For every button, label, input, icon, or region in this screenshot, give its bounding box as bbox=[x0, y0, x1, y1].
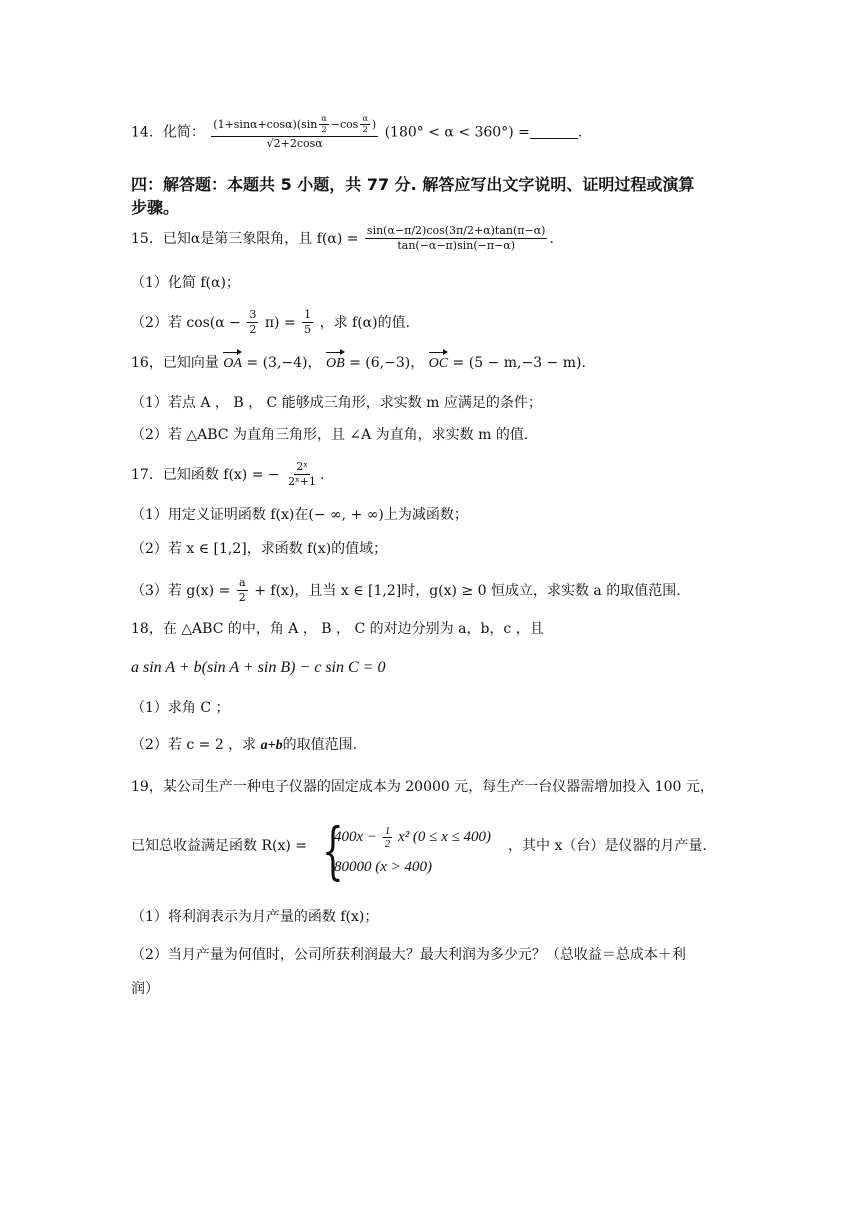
q19-case2: 80000 (x > 400) bbox=[334, 859, 433, 875]
q16-part2: （2）若 △ABC 为直角三角形，且 ∠A 为直角，求实数 m 的值. bbox=[131, 427, 529, 443]
q18-part1: （1）求角 C ； bbox=[131, 700, 230, 716]
left-brace-icon: { bbox=[322, 814, 344, 887]
q15-part2: （2）若 cos(α − $\frac{3}{2}$ π) = $\frac{1}{5}$ ，求 f(α)的值. bbox=[131, 308, 411, 337]
q19-line2-suffix: ，其中 x（台）是仪器的月产量. bbox=[508, 838, 707, 854]
q14-line: 14．化简： (1+sinα+cosα)(sin $\frac{\alpha}{2}$ −cos $\frac{\alpha}{2}$ ) √2+2cosα (180° < α < 360°) = . bbox=[131, 114, 583, 150]
q19-part2-line2: 润） bbox=[131, 981, 159, 997]
q14-denominator: √2+2cosα bbox=[266, 136, 323, 150]
q17-fraction: $\frac{\text{2ˣ}}{\text{2ˣ+1}}$ bbox=[288, 460, 316, 489]
q16-stem: 16，已知向量 OA = (3,−4)， OB = (6,−3)， OC = (5 − m,−3 − m). bbox=[131, 354, 586, 373]
vector-ob: OB bbox=[326, 355, 345, 373]
q18-stem: 18，在 △ABC 的中，角 A ， B ， C 的对边分别为 a，b，c ，且 bbox=[131, 621, 544, 637]
section-4-heading-line2: 步骤。 bbox=[131, 198, 180, 217]
q19-case1: 400x − $\frac{1}{2}$ x² (0 ≤ x ≤ 400) bbox=[334, 825, 492, 850]
q18-equation: a sin A + b(sin A + sin B) − c sin C = 0 bbox=[131, 659, 386, 676]
q17-part2: （2）若 x ∈ [1,2]，求函数 f(x)的值域； bbox=[131, 541, 388, 557]
vector-oa: OA bbox=[223, 355, 242, 373]
vector-oc: OC bbox=[429, 355, 448, 373]
q17-part3: （3）若 g(x) = $\frac{a}{2}$ + f(x)，且当 x ∈ [1,2]时，g(x) ≥ 0 恒成立，求实数 a 的取值范围. bbox=[131, 576, 681, 605]
q15-fraction: $\frac{\sin(\alpha-\pi/2)\cos(3\pi/2+\alpha)\tan(\pi-\alpha)}{\tan(-\alpha-\pi)\sin(-\pi-\alpha)}$ bbox=[366, 224, 546, 253]
q17-stem: 17．已知函数 f(x) = − $\frac{\text{2ˣ}}{\text{2ˣ+1}}$ . bbox=[131, 460, 325, 489]
q14-answer-blank[interactable] bbox=[530, 126, 578, 139]
q14-numerator: (1+sinα+cosα)(sin $\frac{\alpha}{2}$ −cos $\frac{\alpha}{2}$ ) bbox=[211, 114, 378, 137]
q14-condition: (180° < α < 360°) = bbox=[384, 124, 530, 141]
q14-fraction bbox=[211, 114, 378, 151]
q17-part1: （1）用定义证明函数 f(x)在(− ∞, + ∞)上为减函数； bbox=[131, 507, 468, 523]
q15-part1: （1）化简 f(α)； bbox=[131, 275, 240, 291]
q19-line2-prefix: 已知总收益满足函数 R(x) = bbox=[131, 838, 307, 854]
section-4-heading-line1: 四：解答题：本题共 5 小题，共 77 分. 解答应写出文字说明、证明过程或演算 bbox=[131, 175, 695, 194]
q19-part2-line1: （2）当月产量为何值时，公司所获利润最大？最大利润为多少元？（总收益＝总成本＋利 bbox=[131, 947, 686, 963]
q14-label: 14．化简： bbox=[131, 124, 205, 141]
q16-part1: （1）若点 A ， B ， C 能够成三角形，求实数 m 应满足的条件； bbox=[131, 395, 542, 411]
q15-stem: 15．已知α是第三象限角，且 f(α) = $\frac{\sin(\alpha-\pi/2)\cos(3\pi/2+\alpha)\tan(\pi-\alpha)}{\tan(-\alpha-\pi)\sin(-\pi-\alpha)}$ . bbox=[131, 224, 554, 253]
q19-line1: 19，某公司生产一种电子仪器的固定成本为 20000 元，每生产一台仪器需增加投入 100 元， bbox=[131, 779, 714, 795]
q18-part2: （2）若 c = 2 ，求 a+b的取值范围. bbox=[131, 737, 358, 753]
q19-part1: （1）将利润表示为月产量的函数 f(x)； bbox=[131, 909, 379, 925]
